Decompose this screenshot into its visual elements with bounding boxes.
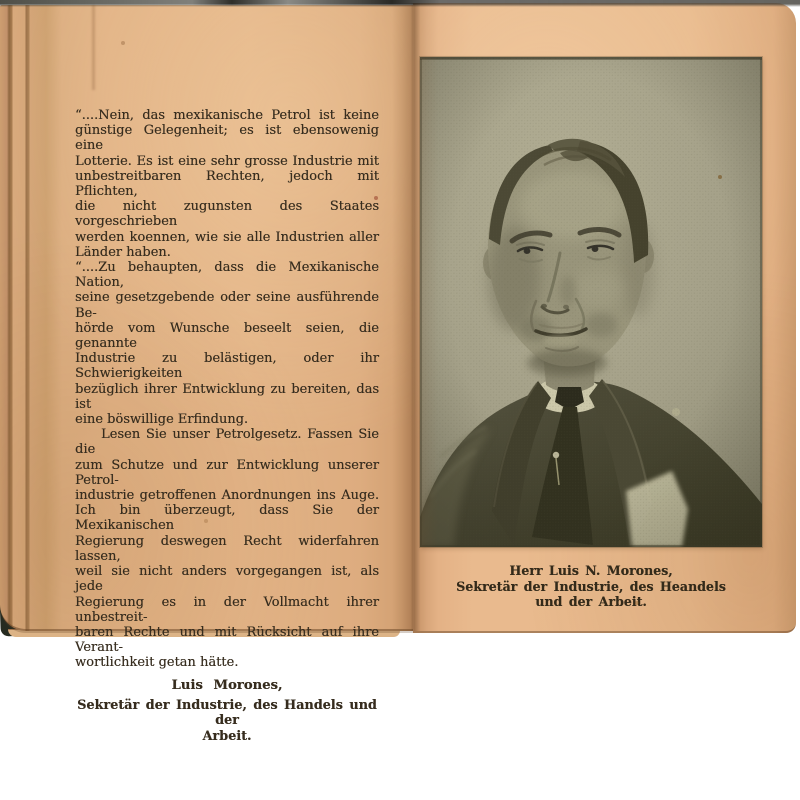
signature-title-line: Sekretär der Industrie, des Handels und der xyxy=(77,697,377,729)
text-line: “....Nein, das mexikanische Petrol ist keine xyxy=(75,108,379,123)
signature-name: Luis Morones, xyxy=(171,677,283,693)
text-line: wortlichkeit getan hätte. xyxy=(75,655,239,671)
text-line: zum Schutze und zur Entwicklung unserer Petrol- xyxy=(75,457,379,488)
text-line: “....Zu behaupten, dass die Mexikanische Nation, xyxy=(75,260,379,291)
text-line: weil sie nicht anders vorgegangen ist, als jede xyxy=(75,564,379,595)
text-line: seine gesetzgebende oder seine ausführende Be- xyxy=(75,290,379,321)
text-line: günstige Gelegenheit; es ist ebensowenig eine xyxy=(75,123,379,154)
photo-caption xyxy=(415,563,767,610)
text-line: Lesen Sie unser Petrolgesetz. Fassen Sie die xyxy=(75,427,379,458)
text-line: Ich bin überzeugt, dass Sie der Mexikanischen xyxy=(75,503,379,534)
caption-line: Sekretär der Industrie, des Heandels xyxy=(456,578,726,594)
left-page xyxy=(0,5,413,744)
caption-line: und der Arbeit. xyxy=(535,594,647,610)
right-page xyxy=(413,3,796,633)
paper-specks xyxy=(0,0,2,2)
text-line: industrie getroffenen Anordnungen ins Auge. xyxy=(75,488,379,504)
page-crease xyxy=(92,5,95,90)
text-line: eine böswillige Erfindung. xyxy=(75,412,249,428)
signature-title-line: Arbeit. xyxy=(202,728,252,744)
text-line: Lotterie. Es ist eine sehr grosse Industrie mit xyxy=(75,153,379,169)
text-line: bezüglich ihrer Entwicklung zu bereiten, das ist xyxy=(75,381,379,412)
portrait-photo-svg xyxy=(420,57,762,547)
text-line: baren Rechte und mit Rücksicht auf ihre Verant- xyxy=(75,624,379,656)
text-line: Länder haben. xyxy=(75,244,171,260)
text-line: hörde vom Wunsche beseelt seien, die genannte xyxy=(75,320,379,352)
text-line: Industrie zu belästigen, oder ihr Schwierigkeiten xyxy=(75,351,379,382)
text-line: Regierung deswegen Recht widerfahren lassen, xyxy=(75,533,379,564)
portrait-photo xyxy=(420,57,762,547)
text-line: werden koennen, wie sie alle Industrien aller xyxy=(75,229,379,245)
signature-title xyxy=(75,698,379,745)
text-line: unbestreitbaren Rechten, jedoch mit Pflichten, xyxy=(75,168,379,200)
book-top-edge xyxy=(0,0,800,7)
photo-vignette xyxy=(420,57,762,547)
text-line: Regierung es in der Vollmacht ihrer unbestreit- xyxy=(75,594,379,625)
caption-line: Herr Luis N. Morones, xyxy=(509,563,673,578)
text-line: die nicht zugunsten des Staates vorgeschrieben xyxy=(75,199,379,230)
quote-text-block xyxy=(75,108,379,744)
